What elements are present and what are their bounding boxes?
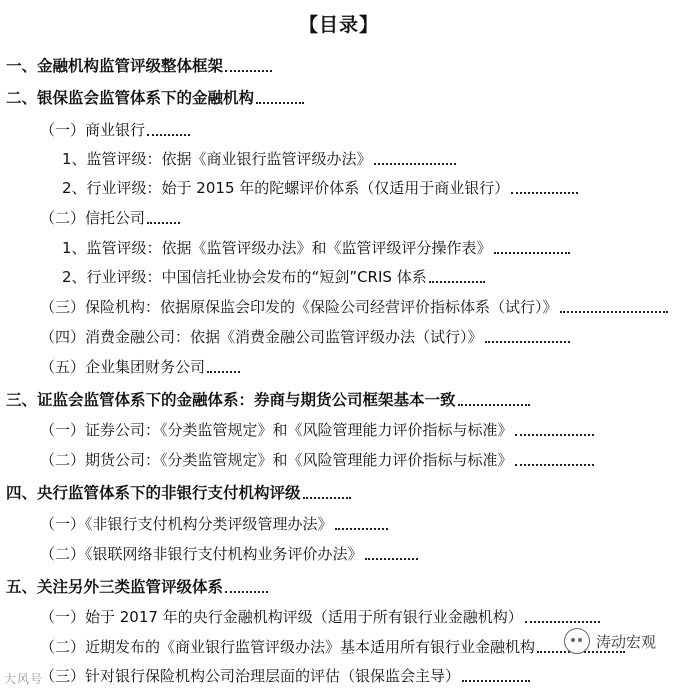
corner-mark: 大风号	[4, 672, 44, 686]
toc-entry-level1[interactable]	[6, 55, 272, 77]
toc-leader-dots	[303, 497, 351, 499]
toc-title: 【目录】	[298, 14, 379, 36]
toc-entry-level2[interactable]	[40, 419, 594, 441]
toc-entry-text: （一）商业银行	[40, 121, 146, 139]
toc-entry-text: 三、证监会监管体系下的金融体系：券商与期货公司框架基本一致	[6, 391, 456, 409]
toc-entry-level2[interactable]	[40, 543, 418, 565]
toc-entry-text: （二）信托公司	[40, 209, 146, 227]
toc-entry-level3[interactable]	[62, 266, 485, 288]
toc-entry-text: （二）近期发布的《商业银行监管评级办法》基本适用所有银行业金融机构	[40, 638, 536, 656]
toc-leader-dots	[458, 404, 530, 406]
watermark	[564, 628, 656, 654]
toc-leader-dots	[525, 621, 600, 623]
toc-entry-text: （五）企业集团财务公司	[40, 358, 206, 376]
toc-entry-text: （一）《非银行支付机构分类评级管理办法》	[40, 515, 333, 533]
toc-entry-text: （三）保险机构：依据原保监会印发的《保险公司经营评价指标体系（试行）》	[40, 298, 558, 316]
toc-entry-level2[interactable]	[40, 356, 240, 378]
toc-entry-text: （一）证券公司：《分类监管规定》和《风险管理能力评价指标与标准》	[40, 421, 513, 439]
toc-leader-dots	[335, 528, 388, 530]
toc-entry-level2[interactable]	[40, 326, 570, 348]
toc-entry-level2[interactable]	[40, 449, 594, 471]
toc-entry-text: 二、银保监会监管体系下的金融机构	[6, 89, 255, 107]
toc-entry-text: 一、金融机构监管评级整体框架	[6, 57, 224, 75]
toc-entry-level3[interactable]	[62, 177, 578, 199]
toc-leader-dots	[494, 252, 570, 254]
toc-entry-level2[interactable]	[40, 119, 190, 141]
toc-leader-dots	[207, 371, 240, 373]
toc-leader-dots	[511, 192, 578, 194]
toc-entry-level2[interactable]	[40, 207, 180, 229]
toc-leader-dots	[365, 558, 418, 560]
toc-entry-text: 2、行业评级：始于 2015 年的陀螺评价体系（仅适用于商业银行）	[62, 179, 510, 197]
toc-leader-dots	[256, 102, 304, 104]
toc-entry-level1[interactable]	[6, 389, 530, 411]
toc-entry-level2[interactable]	[40, 665, 530, 687]
toc-entry-level2[interactable]	[40, 606, 600, 628]
toc-leader-dots	[462, 680, 530, 682]
toc-entry-text: 2、行业评级：中国信托业协会发布的“短剑”CRIS 体系	[62, 268, 427, 286]
toc-entry-level3[interactable]	[62, 148, 456, 170]
watermark-text: 涛动宏观	[595, 632, 656, 651]
toc-leader-dots	[515, 434, 594, 436]
toc-leader-dots	[225, 70, 272, 72]
toc-entry-text: （四）消费金融公司：依据《消费金融公司监管评级办法（试行）》	[40, 328, 483, 346]
toc-entry-text: 1、监管评级：依据《监管评级办法》和《监管评级评分操作表》	[62, 239, 492, 257]
toc-leader-dots	[515, 464, 594, 466]
toc-entry-text: （三）针对银行保险机构公司治理层面的评估（银保监会主导）	[40, 667, 461, 685]
toc-entry-level1[interactable]	[6, 576, 268, 598]
toc-entry-level2[interactable]	[40, 636, 625, 658]
toc-entry-text: 五、关注另外三类监管评级体系	[6, 578, 224, 596]
toc-entry-text: 四、央行监管体系下的非银行支付机构评级	[6, 484, 301, 502]
toc-entry-text: 1、监管评级：依据《商业银行监管评级办法》	[62, 150, 372, 168]
toc-leader-dots	[374, 163, 456, 165]
toc-leader-dots	[147, 222, 180, 224]
toc-entry-text: （一）始于 2017 年的央行金融机构评级（适用于所有银行业金融机构）	[40, 608, 523, 626]
toc-entry-text: （二）期货公司：《分类监管规定》和《风险管理能力评价指标与标准》	[40, 451, 513, 469]
toc-leader-dots	[225, 591, 268, 593]
toc-entry-level2[interactable]	[40, 296, 668, 318]
toc-leader-dots	[485, 341, 570, 343]
toc-leader-dots	[560, 311, 668, 313]
toc-entry-level1[interactable]	[6, 87, 304, 109]
wechat-icon	[564, 628, 590, 654]
toc-entry-text: （二）《银联网络非银行支付机构业务评价办法》	[40, 545, 363, 563]
toc-entry-level3[interactable]	[62, 237, 570, 259]
toc-entry-level1[interactable]	[6, 482, 351, 504]
toc-entry-level2[interactable]	[40, 513, 388, 535]
toc-leader-dots	[147, 134, 190, 136]
toc-leader-dots	[429, 281, 485, 283]
